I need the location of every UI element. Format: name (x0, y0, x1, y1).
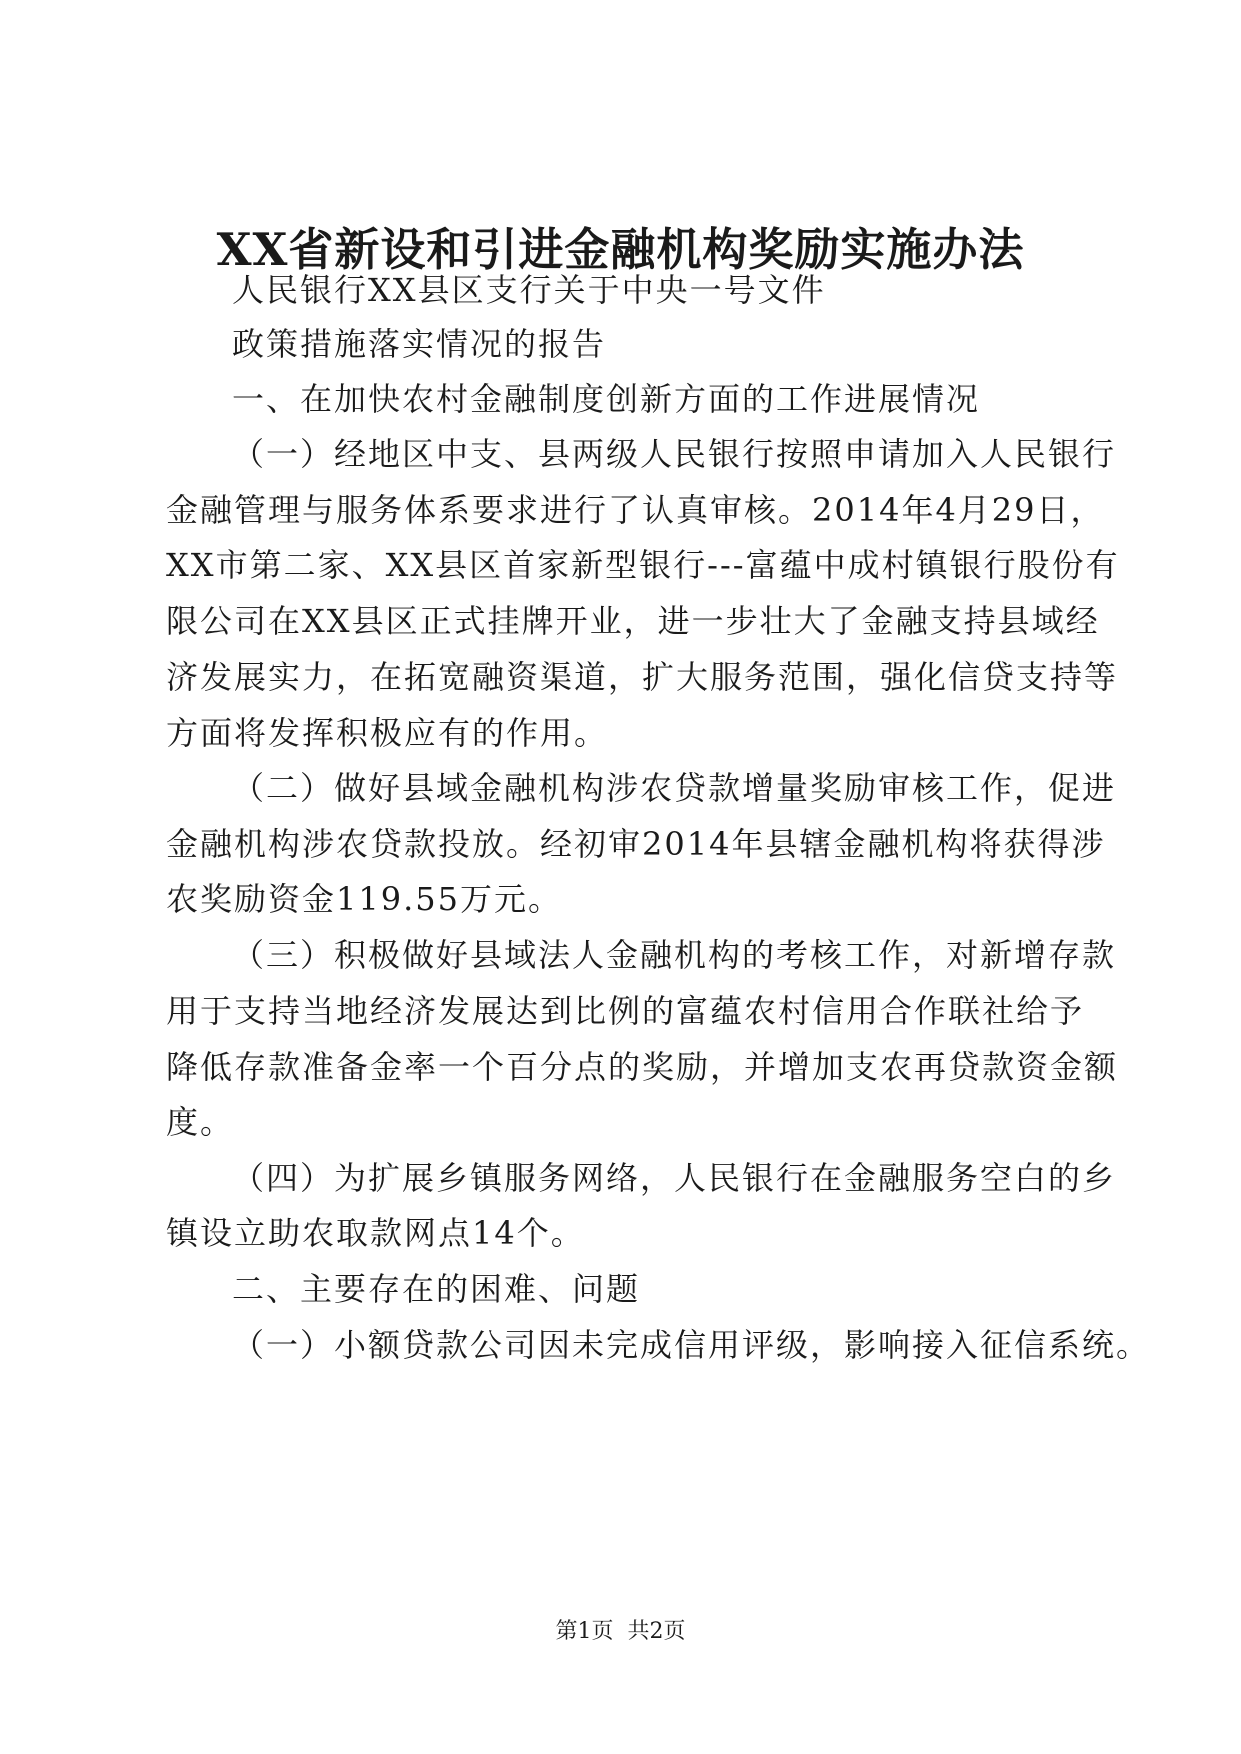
subtitle-line-2: 政策措施落实情况的报告 (232, 325, 607, 363)
paragraph-3-line: 度。 (166, 1103, 235, 1141)
paragraph-3-line: （三）积极做好县域法人金融机构的考核工作，对新增存款 (232, 936, 1117, 974)
section-1-heading: 一、在加快农村金融制度创新方面的工作进展情况 (232, 380, 981, 418)
paragraph-2-line: （二）做好县域金融机构涉农贷款增量奖励审核工作，促进 (232, 769, 1117, 807)
paragraph-1-line: 方面将发挥积极应有的作用。 (166, 714, 609, 752)
page-number-current: 第1页 (555, 1619, 614, 1644)
paragraph-5-line: （一）小额贷款公司因未完成信用评级，影响接入征信系统。 (232, 1326, 1151, 1364)
paragraph-1-line: （一）经地区中支、县两级人民银行按照申请加入人民银行 (232, 435, 1117, 473)
paragraph-1-line: XX市第二家、XX县区首家新型银行---富蕴中成村镇银行股份有 (166, 546, 1120, 584)
paragraph-1-line: 限公司在XX县区正式挂牌开业，进一步壮大了金融支持县域经 (166, 602, 1100, 640)
paragraph-3-line: 降低存款准备金率一个百分点的奖励，并增加支农再贷款资金额 (166, 1048, 1119, 1086)
paragraph-3-line: 用于支持当地经济发展达到比例的富蕴农村信用合作联社给予 (166, 992, 1085, 1030)
page-number-total: 共2页 (627, 1619, 686, 1644)
paragraph-2-line: 金融机构涉农贷款投放。经初审2014年县辖金融机构将获得涉 (166, 825, 1106, 863)
paragraph-4-line: 镇设立助农取款网点14个。 (166, 1214, 585, 1252)
page-footer (0, 1617, 1241, 1647)
paragraph-2-line: 农奖励资金119.55万元。 (166, 880, 562, 918)
section-2-heading: 二、主要存在的困难、问题 (232, 1270, 641, 1308)
subtitle-line-1: 人民银行XX县区支行关于中央一号文件 (232, 271, 826, 309)
paragraph-4-line: （四）为扩展乡镇服务网络，人民银行在金融服务空白的乡 (232, 1159, 1117, 1197)
paragraph-1-line: 济发展实力，在拓宽融资渠道，扩大服务范围，强化信贷支持等 (166, 658, 1119, 696)
paragraph-1-line: 金融管理与服务体系要求进行了认真审核。2014年4月29日， (166, 491, 1105, 529)
document-title: XX省新设和引进金融机构奖励实施办法 (216, 223, 1025, 276)
